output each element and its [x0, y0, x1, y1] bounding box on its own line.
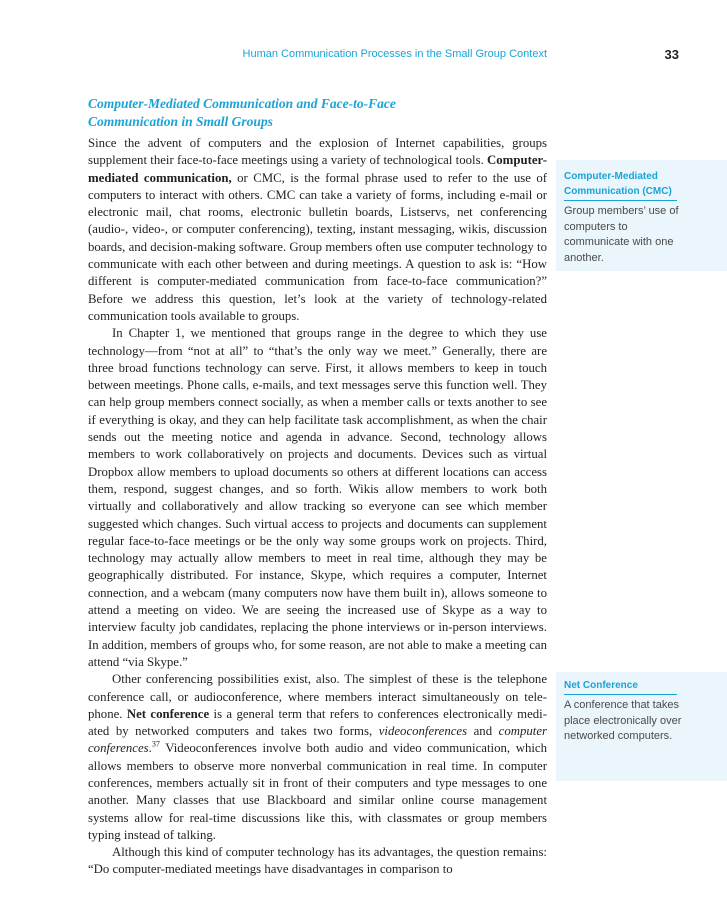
section-heading [88, 95, 547, 131]
page-number: 33 [664, 47, 679, 62]
text-run: Since the advent of computers and the explosion of Internet capabilities, groups supplement their face-to-face meetings using a variety of technological tools. [88, 136, 547, 168]
body-paragraph [88, 135, 547, 325]
text-run: Videoconferences involve both audio and video communication, which allows members to observe more nonverbal communication in real time. In computer conferences, members actually sit in front of their computers and type messages to one another. Many classes that use Blackboard and similar online course management systems allow for real-time discussions like this, with classmates or group members typing instead of talking. [88, 741, 547, 842]
running-head [0, 48, 727, 64]
text-run: Although this kind of computer technology has its advantages, the question remains: “Do computer-mediated meetings have disadvantages in comparison to [88, 845, 547, 877]
body-text [88, 135, 547, 879]
key-term: Net conference [126, 706, 210, 721]
footnote-ref: 37 [151, 740, 160, 750]
body-paragraph [88, 325, 547, 671]
text-run: or CMC, is the formal phrase used to refer to the use of computers to interact with others. CMC can take a variety of forms, including e-mail or electronic mail, chat rooms, electronic bulletin boards, Listservs, net conferencing (audio-, video-, or computer conferencing), texting, instant messaging, wikis, discussion boards, and decision-making software. Group members often use computer technology to communicate with each other between and during meetings. A question to ask is: “How different is computer-mediated communication from face-to-face communication?” Before we address this question, let’s look at the variety of technology-related communication tools available to groups. [88, 170, 547, 323]
section-heading-line-2: Communication in Small Groups [88, 114, 273, 129]
text-run: In Chapter 1, we mentioned that groups range in the degree to which they use technology—from “not at all” to “that’s the only way we meet.” Generally, there are three broad functions technology can serve. First, it allows members to keep in touch between meetings. Phone calls, e-mails, and text messages serve this function well. They can help group members connect socially, as when a member calls or texts another to see if everything is okay, and they can help facilitate task accomplishment, as when the chair sends out the meeting notice and agenda in advance. Second, technology allows members to work collaboratively on projects and documents. Devices such as virtual Dropbox allow members to upload documents so others at different locations can access them, respond, suggest changes, and so forth. Wikis allow members to work both virtually and collaboratively and allow tracking so everyone can see which member suggested which changes. Such virtual access to projects and documents can supplement regular face-to-face meetings or be the only way some groups work on projects. Third, technology may actually allow members to meet in real time, although they may be geographically distributed. For instance, Skype, which requires a computer, Internet connection, and a webcam (many computers now have them built in), allows someone to attend a meeting on video. We are seeing the increased use of Skype as a way to interview faculty job candidates, replacing the phone interviews or in-person interviews. In addition, members of groups who, for some reason, are not able to make a meeting can attend “via Skype.” [88, 326, 547, 669]
running-title: Human Communication Processes in the Small Group Context [242, 48, 547, 60]
glossary-definition: A conference that takes place electronically over networked computers. [564, 699, 682, 742]
glossary-term: Net Conference [564, 678, 677, 695]
body-paragraph [88, 671, 547, 844]
glossary-box-cmc [556, 160, 727, 271]
italic-term: videoconferences [378, 724, 468, 739]
text-run: and [467, 724, 499, 739]
glossary-box-net-conference [556, 672, 727, 781]
section-heading-line-1: Computer-Mediated Communication and Face-to-Face [88, 96, 396, 111]
text-run: is a general term that refers to conferences electronically mediated by networked computers and takes two forms, [88, 706, 547, 739]
main-text-column [88, 95, 547, 879]
text-run: . [148, 741, 152, 756]
italic-term: computer conferences [88, 724, 547, 756]
text-run: Other conferencing possibilities exist, also. The simplest of these is the telephone conference call, or audioconference, where members interact simultaneously on telephone. [88, 672, 547, 721]
body-paragraph [88, 844, 547, 879]
key-term: Computer-mediated communication, [88, 153, 547, 185]
glossary-term: Computer-Mediated Communication (CMC) [564, 169, 677, 201]
glossary-definition: Group members’ use of computers to communicate with one another. [564, 205, 679, 264]
